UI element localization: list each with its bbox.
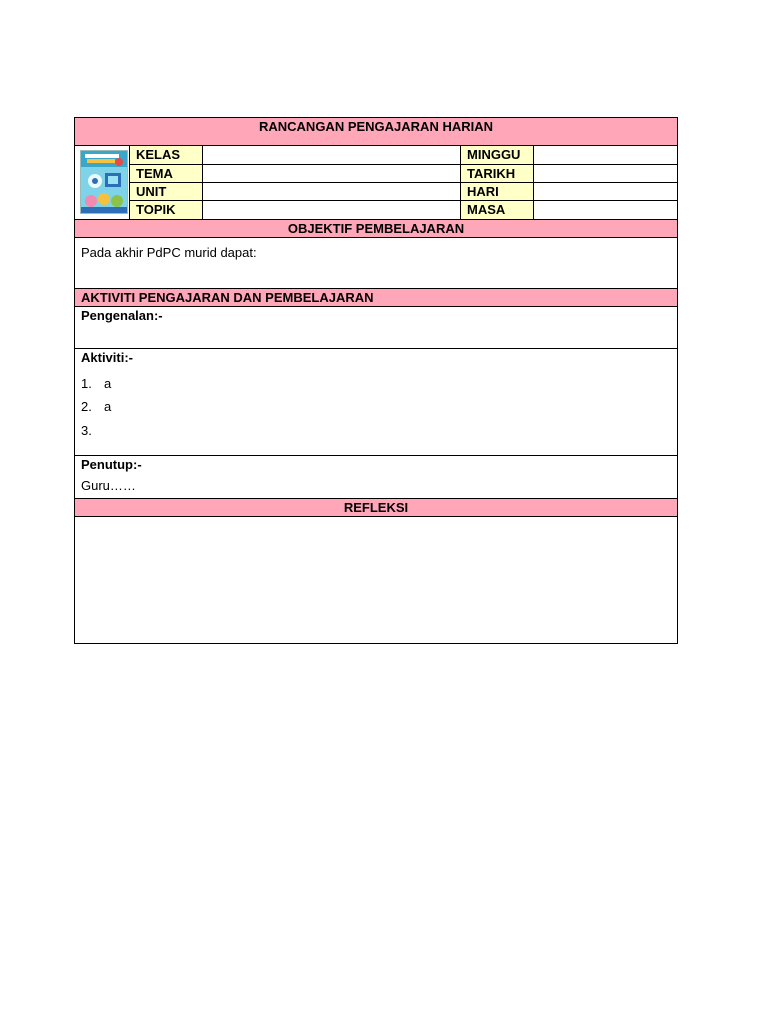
list-item: a (104, 399, 112, 414)
label-masa: MASA (461, 201, 533, 220)
textbook-cover-image (80, 150, 128, 214)
table-title: RANCANGAN PENGAJARAN HARIAN (75, 118, 677, 145)
objektif-section (75, 237, 677, 288)
label-tema: TEMA (130, 165, 202, 182)
value-masa[interactable] (534, 201, 677, 220)
refleksi-heading: REFLEKSI (75, 498, 677, 517)
label-topik: TOPIK (130, 201, 202, 220)
value-topik[interactable] (203, 201, 460, 220)
pengenalan-label: Pengenalan:- (81, 308, 163, 323)
aktiviti-section (75, 348, 677, 455)
info-grid (75, 145, 677, 219)
value-hari[interactable] (534, 183, 677, 200)
label-tarikh: TARIKH (461, 165, 533, 182)
value-kelas[interactable] (203, 146, 460, 164)
penutup-section (75, 455, 677, 498)
label-hari: HARI (461, 183, 533, 200)
list-item-number: 2. (81, 399, 92, 414)
value-tarikh[interactable] (534, 165, 677, 182)
penutup-label: Penutup:- (81, 457, 142, 472)
aktiviti-heading-row (75, 288, 677, 307)
list-item-number: 3. (81, 423, 92, 438)
lesson-plan-table (74, 117, 678, 644)
objektif-heading: OBJEKTIF PEMBELAJARAN (75, 219, 677, 238)
aktiviti-heading: AKTIVITI PENGAJARAN DAN PEMBELAJARAN (81, 290, 374, 305)
objektif-text: Pada akhir PdPC murid dapat: (81, 245, 257, 260)
value-minggu[interactable] (534, 146, 677, 164)
pengenalan-section (75, 306, 677, 349)
label-minggu: MINGGU (461, 146, 533, 164)
value-tema[interactable] (203, 165, 460, 182)
label-kelas: KELAS (130, 146, 202, 164)
list-item-number: 1. (81, 376, 92, 391)
refleksi-body[interactable] (75, 516, 677, 643)
list-item: a (104, 376, 112, 391)
label-unit: UNIT (130, 183, 202, 200)
guru-text: Guru…… (81, 478, 136, 493)
aktiviti-label: Aktiviti:- (81, 350, 133, 365)
value-unit[interactable] (203, 183, 460, 200)
